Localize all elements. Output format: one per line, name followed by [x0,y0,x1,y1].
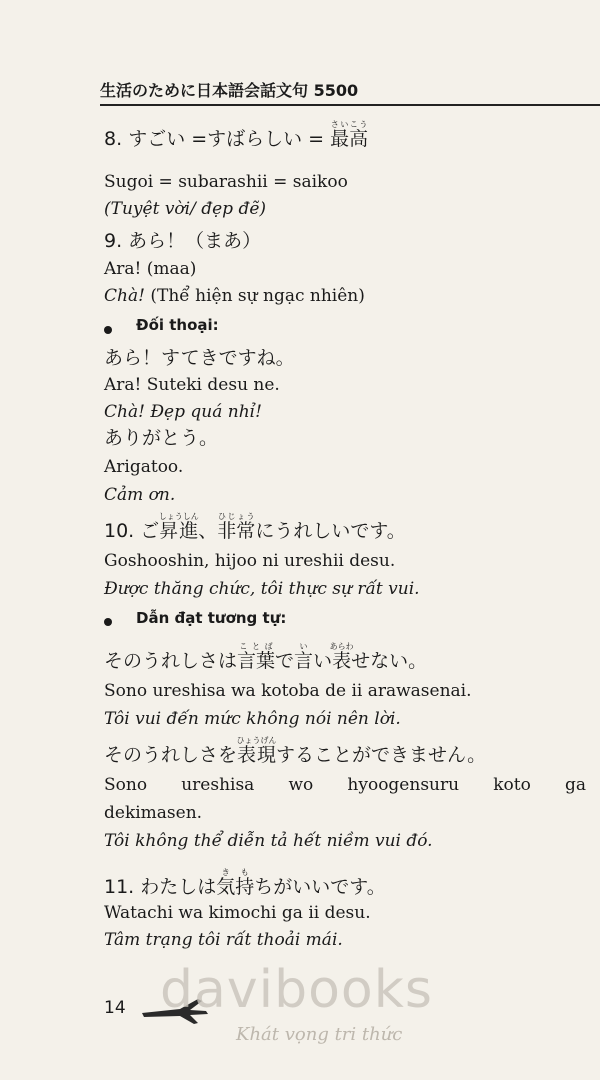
ruby-kanji: 非常ひじょう [217,512,256,542]
japanese-text: い [313,650,333,672]
ruby-kanji: 表現ひょうげん [236,736,277,766]
running-header: 生活のために日本語会話文句 5500 [100,81,359,100]
japanese-text: ちがいいです。 [254,876,386,898]
entry-number: 11. わたしは [104,876,217,898]
dialog-line-2-vietnamese: Cảm ơn. [104,485,176,505]
entry-8-romaji: Sugoi = subarashii = saikoo [104,172,348,192]
entry-10-vietnamese: Được thăng chức, tôi thực sự rất vui. [104,579,420,599]
entry-11-romaji: Watachi wa kimochi ga ii desu. [104,903,371,923]
entry-9-vietnamese [104,285,586,307]
watermark-brand: davibooks [160,960,433,1020]
watermark-slogan: Khát vọng tri thức [236,1024,403,1045]
entry-10-romaji: Goshooshin, hijoo ni ureshii desu. [104,551,396,571]
similar-2-romaji-line-1: Sono ureshisa wo hyoogensuru koto ga [104,775,586,795]
similar-1-vietnamese: Tôi vui đến mức không nói nên lời. [104,709,401,729]
japanese-text: そのうれしさを [104,744,238,766]
dialog-line-1-romaji: Ara! Suteki desu ne. [104,375,280,395]
ruby-kanji: 表あらわ [329,642,354,672]
similar-1-romaji: Sono ureshisa wa kotoba de ii arawasenai. [104,681,472,701]
entry-8-vietnamese: (Tuyệt vời/ đẹp đẽ) [104,199,267,219]
entry-number: 8. [104,128,123,150]
bullet [104,618,112,626]
header-rule [100,104,600,106]
similar-2-romaji-line-2: dekimasen. [104,803,203,823]
japanese-text: することができません。 [276,744,487,766]
dialog-line-2-japanese: ありがとう。 [104,427,219,449]
ruby-kanji: 最高さいこう [330,120,369,150]
entry-number: 10. ご [104,520,160,542]
entry-10-japanese [104,512,586,543]
ruby-kanji: 言葉ことば [237,642,276,672]
similar-1-japanese [104,642,586,673]
similar-2-vietnamese: Tôi không thể diễn tả hết niềm vui đó. [104,831,433,851]
page-number: 14 [104,998,126,1018]
dialog-line-1-japanese: あら！すてきですね。 [104,347,295,369]
dialog-heading: Đối thoại: [136,316,219,334]
ruby-kanji: 言い [294,642,314,672]
entry-9-romaji: Ara! (maa) [104,259,197,279]
dialog-line-1-vietnamese: Chà! Đẹp quá nhỉ! [104,402,262,422]
entry-9-japanese: 9. あら！（まあ） [104,230,262,252]
bullet [104,326,112,334]
explanation: (Thể hiện sự ngạc nhiên) [144,286,365,306]
japanese-text: にうれしいです。 [255,520,406,542]
japanese-text: そのうれしさは [104,650,238,672]
ruby-kanji: 昇進しょうしん [158,512,199,542]
dialog-line-2-romaji: Arigatoo. [104,457,184,477]
entry-11-vietnamese: Tâm trạng tôi rất thoải mái. [104,930,343,950]
similar-heading: Dẫn đạt tương tự: [136,609,287,627]
japanese-text: せない。 [351,650,428,672]
entry-8-japanese [104,120,586,151]
entry-11-japanese [104,868,586,899]
japanese-text: 、 [198,520,218,542]
exclamation: Chà! [104,286,145,306]
ruby-kanji: 気持きも [216,868,255,898]
similar-2-japanese [104,736,586,767]
japanese-text: すごい =すばらしい = [128,128,331,150]
japanese-text: で [275,650,295,672]
